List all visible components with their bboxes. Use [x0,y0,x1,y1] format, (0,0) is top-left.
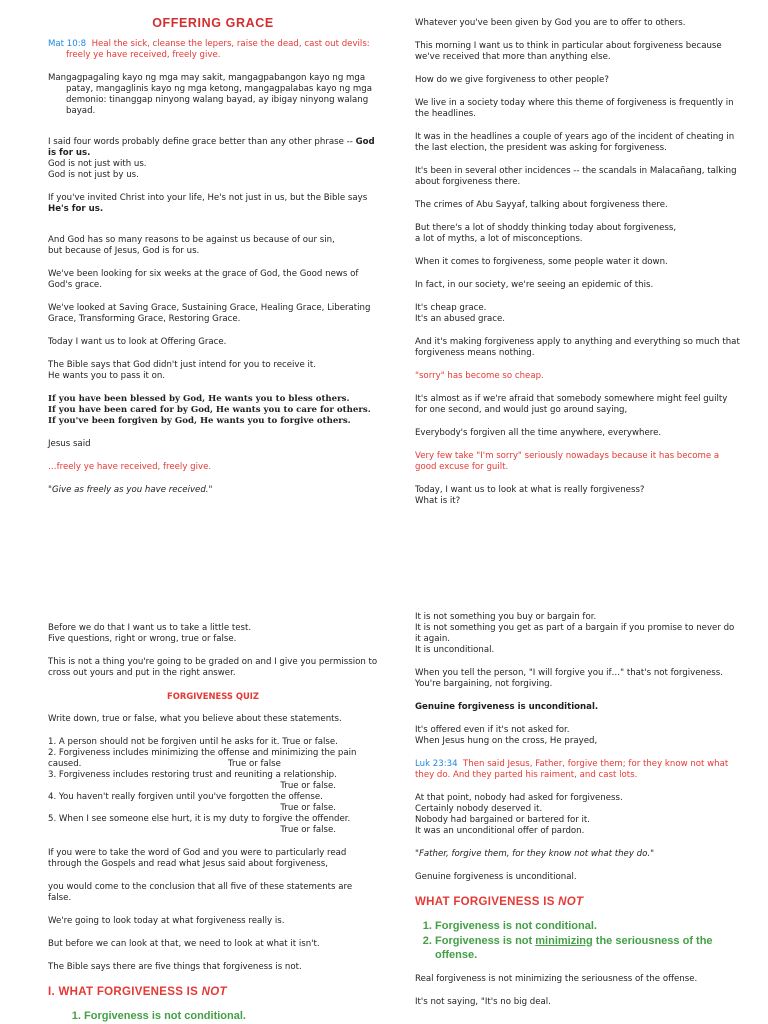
verse-reference: Mat 10:8 [48,39,87,49]
paragraph: Everybody's forgiven all the time anywhere, everywhere. [415,428,662,438]
document-title: OFFERING GRACE [152,16,274,30]
page2-column [415,18,740,519]
paragraph-text: It's cheap grace. [415,303,487,313]
paragraph-god-is-for-us [48,137,378,181]
red-quote: …freely ye have received, freely give. [48,462,212,472]
paragraph [48,623,378,645]
paragraph-text: What is it? [415,496,461,506]
paragraph-text: He wants you to pass it on. [48,371,166,381]
quiz-question-1: 1. A person should not be forgiven until he asks for it. True or false. [48,737,338,747]
paragraph-text: God is not just with us. [48,159,147,169]
quiz-question-text: 4. You haven't really forgiven until you've forgotten the offense. [48,792,323,802]
quiz-question-text: 2. Forgiveness includes minimizing the offense and minimizing the pain caused. [48,748,357,769]
green-list [415,919,740,962]
bold-statement: If you have been blessed by God, He wants you to bless others. [48,394,350,404]
verse-text: Then said Jesus, Father, forgive them; for they know not what they do. And they parted his raiment, and cast lots. [415,759,729,780]
green-list [48,1009,378,1023]
green-list-item: 1. Forgiveness is not conditional. [84,1009,378,1023]
paragraph-invited-christ [48,193,378,215]
paragraph-text: Certainly nobody deserved it. [415,804,543,814]
paragraph-text: Today, I want us to look at what is really forgiveness? [415,485,645,495]
paragraph-text: but because of Jesus, God is for us. [48,246,200,256]
bold-statement: If you've been forgiven by God, He wants you to forgive others. [48,416,351,426]
paragraph [415,668,740,690]
paragraph: It was in the headlines a couple of years ago of the incident of cheating in the last election, the president was asking for forgiveness. [415,132,735,153]
bold-paragraph: Genuine forgiveness is unconditional. [415,702,599,712]
paragraph: If you were to take the word of God and you were to particularly read through the Gospels and read what Jesus said about forgiveness, [48,848,347,869]
paragraph-six-weeks: We've been looking for six weeks at the grace of God, the Good news of God's grace. [48,269,359,290]
paragraph-text: It's offered even if it's not asked for. [415,725,570,735]
paragraph-text: Five questions, right or wrong, true or false. [48,634,237,644]
quiz-question-text: 5. When I see someone else hurt, it is my duty to forgive the offender. [48,814,351,824]
green-list-item: 1. Forgiveness is not conditional. [435,919,740,933]
paragraph: Whatever you've been given by God you are to offer to others. [415,18,686,28]
paragraph: The crimes of Abu Sayyaf, talking about forgiveness there. [415,200,668,210]
paragraph: It's almost as if we're afraid that somebody somewhere might feel guilty for one second, and would just go around saying, [415,394,728,415]
bold-statement: If you have been cared for by God, He wants you to care for others. [48,405,371,415]
paragraph-text: Nobody had bargained or bartered for it. [415,815,590,825]
italic-quote: "Give as freely as you have received." [48,485,213,495]
paragraph: In fact, in our society, we're seeing an epidemic of this. [415,280,654,290]
paragraph-today: Today I want us to look at Offering Grace. [48,337,227,347]
paragraph-text: It is unconditional. [415,645,495,655]
paragraph: This is not a thing you're going to be graded on and I give you permission to cross out yours and put in the right answer. [48,657,378,678]
quiz-question-2 [48,748,378,770]
verse-mat-10-8 [48,39,378,61]
red-paragraph: Very few take "I'm sorry" seriously nowadays because it has become a good excuse for guilt. [415,451,720,472]
paragraph-text: It is not something you buy or bargain for. [415,612,597,622]
bold-phrase: God is for us. [48,137,375,158]
paragraph-text: And God has so many reasons to be against us because of our sin, [48,235,335,245]
section-heading [48,985,378,999]
section-heading [415,895,740,909]
quiz-question-5 [48,814,378,836]
paragraph-text: It was an unconditional offer of pardon. [415,826,585,836]
paragraph-text: Before we do that I want us to take a little test. [48,623,252,633]
green-list-item [435,934,740,962]
paragraph-text: a lot of myths, a lot of misconceptions. [415,234,583,244]
quiz-question-3 [48,770,378,792]
paragraph-text: God is not just by us. [48,170,139,180]
quiz-question-text: 3. Forgiveness includes restoring trust and reuniting a relationship. [48,770,337,780]
page1-column [48,18,378,508]
paragraph [415,485,740,507]
section-heading-emphasis: NOT [201,986,227,998]
paragraph: When it comes to forgiveness, some people water it down. [415,257,668,267]
true-or-false-label: True or false. [280,781,336,791]
page3-column [48,623,378,1024]
paragraph: How do we give forgiveness to other people? [415,75,609,85]
red-paragraph: "sorry" has become so cheap. [415,371,544,381]
paragraph: This morning I want us to think in particular about forgiveness because we've received that more than anything else. [415,41,722,62]
paragraph-reasons [48,235,378,257]
quiz-list [48,737,378,836]
quiz-title: FORGIVENESS QUIZ [167,691,259,701]
verse-luk-23-34 [415,759,740,781]
bold-phrase: He's for us. [48,204,104,214]
paragraph [415,303,740,325]
paragraph-jesus-said: Jesus said [48,439,91,449]
paragraph: We're going to look today at what forgiveness really is. [48,916,285,926]
verse-text: Heal the sick, cleanse the lepers, raise the dead, cast out devils: freely ye have received, freely give. [66,39,370,60]
paragraph: We live in a society today where this theme of forgiveness is frequently in the headlines. [415,98,734,119]
italic-quote: "Father, forgive them, for they know not what they do." [415,849,655,859]
paragraph: The Bible says there are five things that forgiveness is not. [48,962,302,972]
paragraph: Genuine forgiveness is unconditional. [415,872,577,882]
paragraph [415,223,740,245]
quiz-question-4 [48,792,378,814]
paragraph-text: It is not something you get as part of a bargain if you promise to never do it again. [415,623,735,644]
true-or-false-label: True or false. [280,803,336,813]
page4-column [415,612,740,1020]
paragraph-graces: We've looked at Saving Grace, Sustaining Grace, Healing Grace, Liberating Grace, Transforming Grace, Restoring Grace. [48,303,371,324]
paragraph-text: I said four words probably define grace better than any other phrase -- [48,137,353,147]
paragraph: But before we can look at that, we need to look at what it isn't. [48,939,320,949]
green-list-underlined: minimizing [535,935,593,947]
paragraph: you would come to the conclusion that all five of these statements are false. [48,882,353,903]
paragraph [415,793,740,837]
green-list-text: Forgiveness is not [435,935,533,947]
verse-reference: Luk 23:34 [415,759,458,769]
paragraph-text: When Jesus hung on the cross, He prayed, [415,736,598,746]
paragraph-text: When you tell the person, "I will forgive you if…" that's not forgiveness. [415,668,723,678]
tagalog-verse: Mangagpagaling kayo ng mga may sakit, mangagpabangon kayo ng mga patay, mangaglinis kayo ng mga ketong, mangagpalabas kayo ng mga demonio: tinanggap ninyong walang bayad, ay ibigay ninyong walang bayad. [48,73,373,116]
true-or-false-label: True or false [228,759,281,769]
paragraph-pass-it-on [48,360,378,382]
paragraph: It's not saying, "It's no big deal. [415,997,551,1007]
paragraph: It's been in several other incidences -- the scandals in Malacañang, talking about forgiveness there. [415,166,737,187]
section-heading-text: I. WHAT FORGIVENESS IS [48,986,199,998]
paragraph-text: But there's a lot of shoddy thinking today about forgiveness, [415,223,677,233]
green-list-text: the seriousness of the offense. [435,935,713,961]
section-heading-emphasis: NOT [558,896,584,908]
paragraph [415,612,740,656]
paragraph: Write down, true or false, what you believe about these statements. [48,714,342,724]
paragraph-text: At that point, nobody had asked for forgiveness. [415,793,623,803]
paragraph: And it's making forgiveness apply to anything and everything so much that forgiveness means nothing. [415,337,740,358]
paragraph [415,725,740,747]
section-heading-text: WHAT FORGIVENESS IS [415,896,555,908]
paragraph-text: The Bible says that God didn't just intend for you to receive it. [48,360,316,370]
bold-statements [48,394,378,427]
paragraph-text: You're bargaining, not forgiving. [415,679,553,689]
true-or-false-label: True or false. [280,825,336,835]
paragraph-text: If you've invited Christ into your life, He's not just in us, but the Bible says [48,193,368,203]
paragraph: Real forgiveness is not minimizing the seriousness of the offense. [415,974,698,984]
paragraph-text: It's an abused grace. [415,314,506,324]
